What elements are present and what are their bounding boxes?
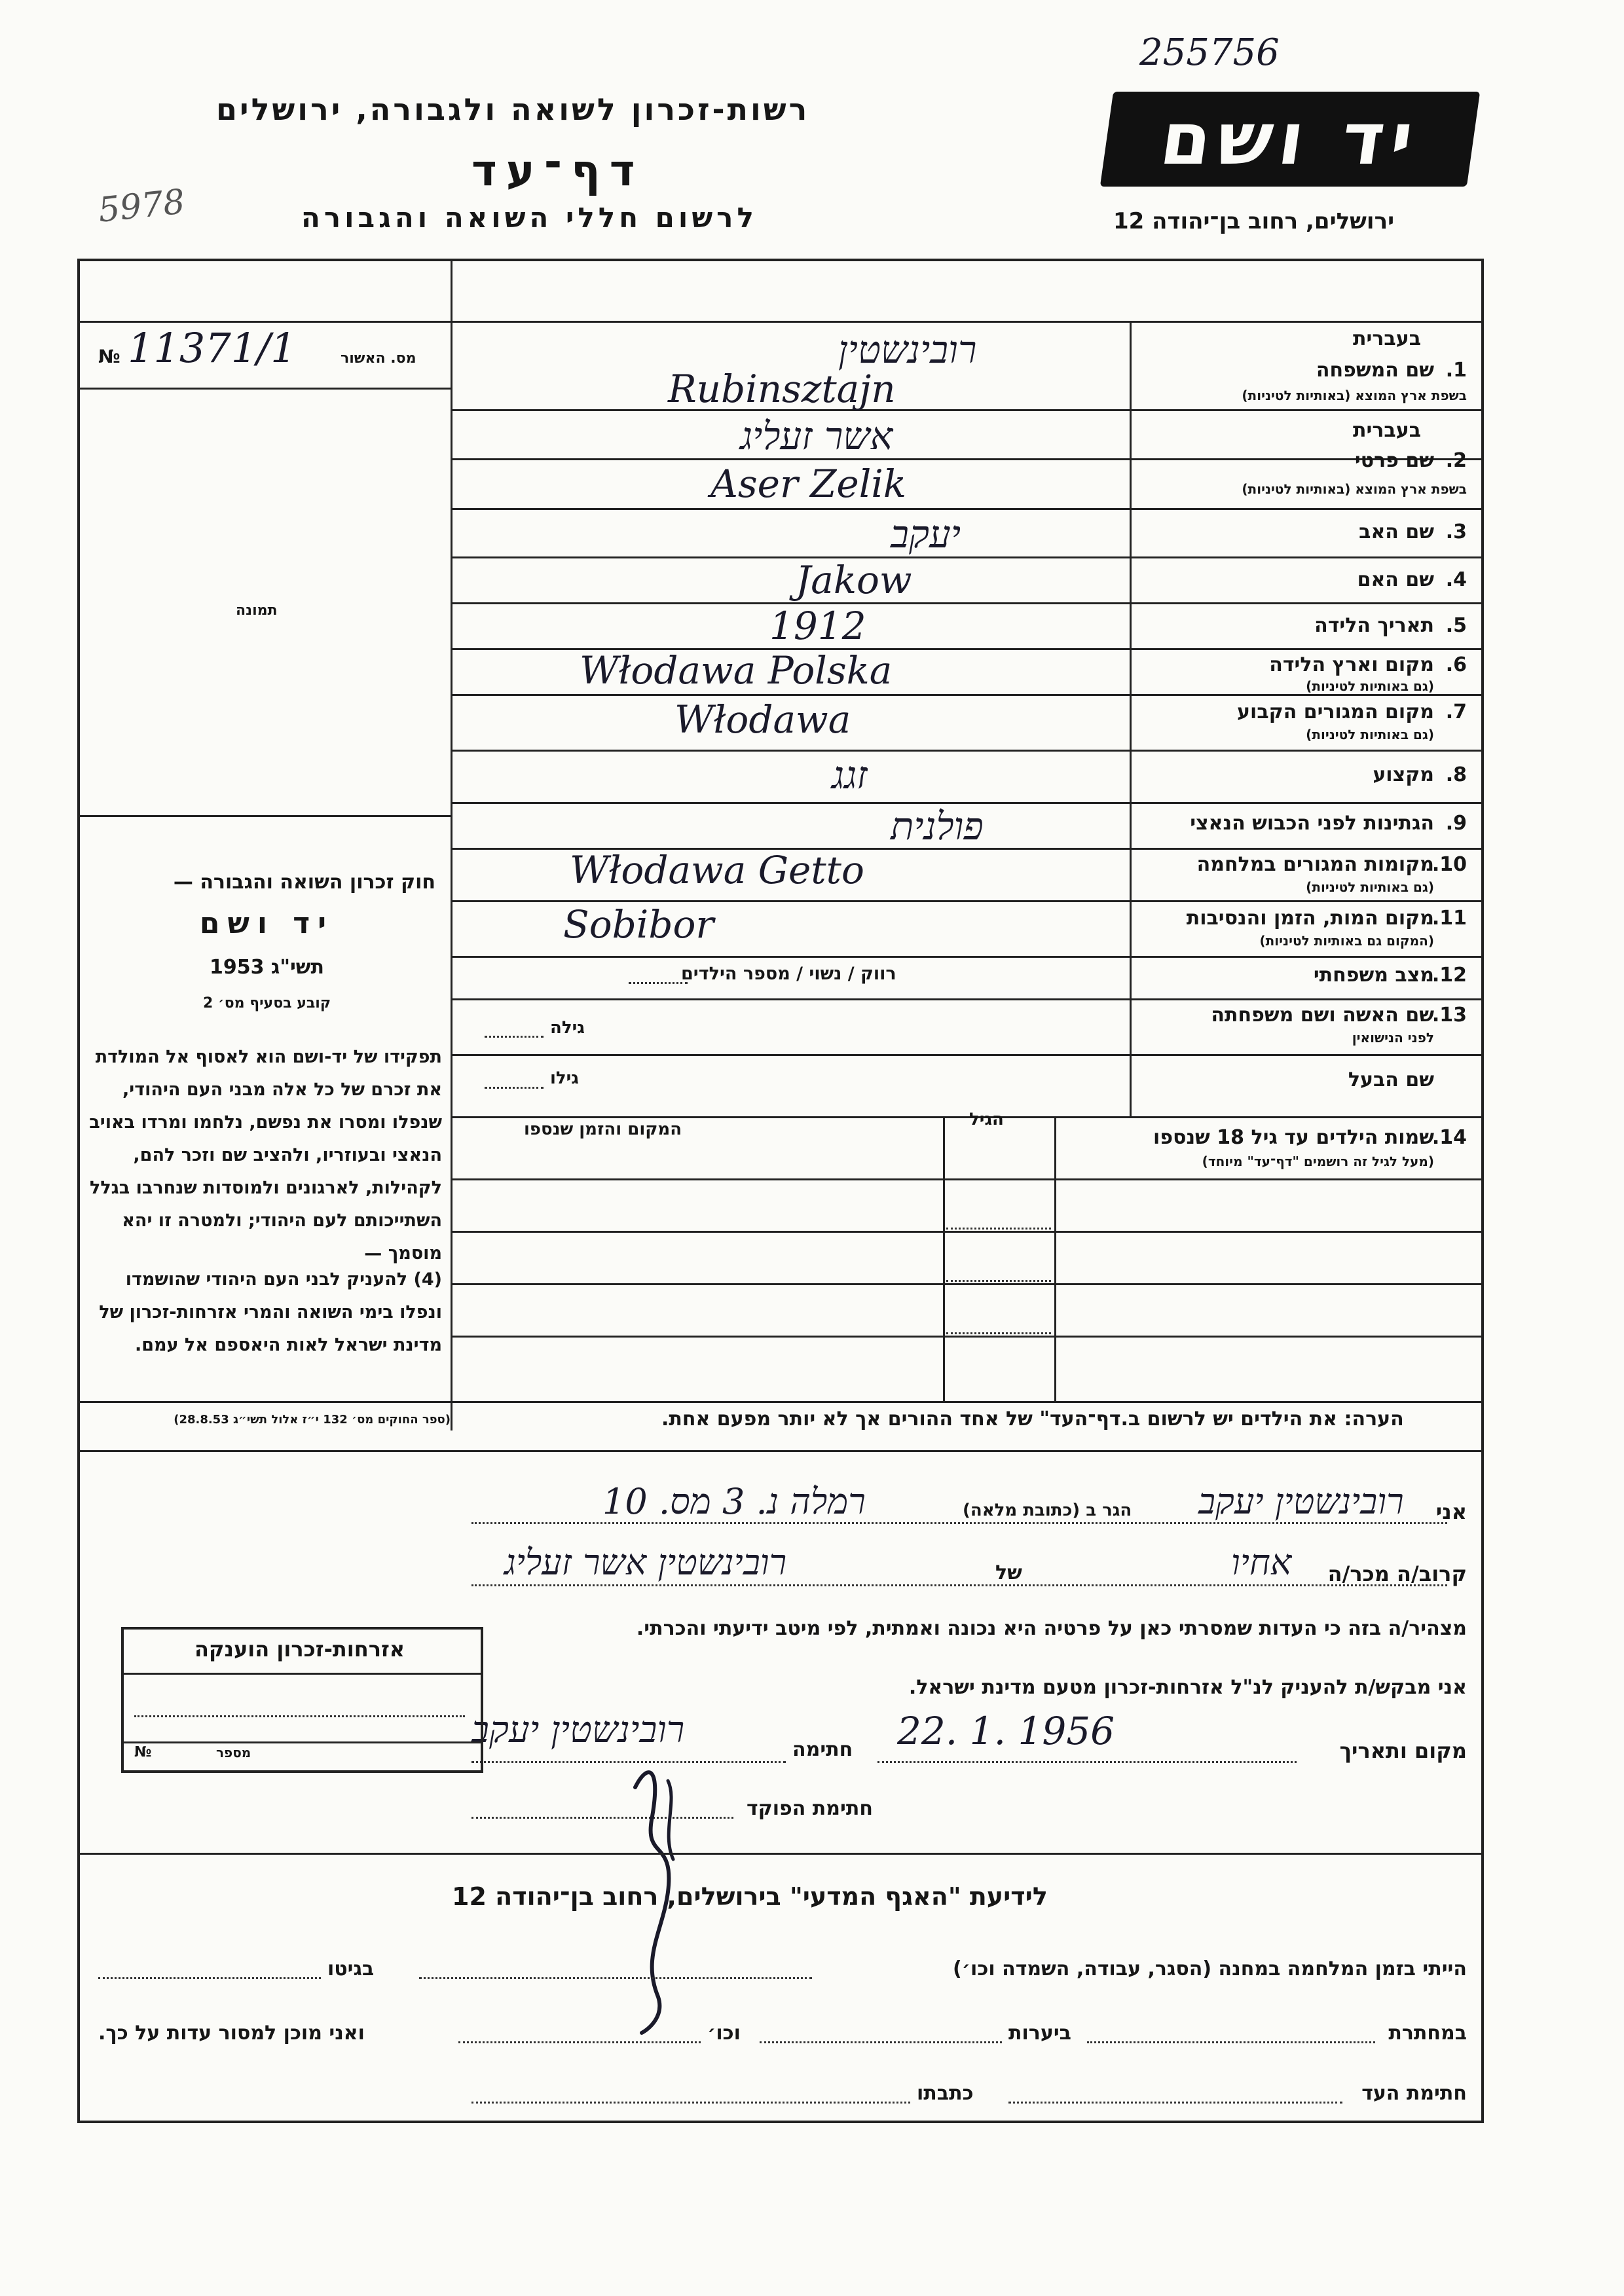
decl-line-1: מצהיר/ה בזה כי העדות שמסרתי כאן על פרטיה היא נכונה ואמתית, לפי מיטב ידיעתי והכרתי.	[636, 1617, 1467, 1640]
decl-resident-label: הגר ב (כתובת מלאה)	[963, 1501, 1132, 1520]
field-3-label: שם האב	[1359, 520, 1434, 543]
bottom-line-2-etc: וכו׳	[707, 2022, 741, 2045]
law-citation: (ספר החוקים מס׳ 132 י״ז אלול תשי״ג 28.8.53)	[174, 1413, 451, 1427]
field-10-value: Włodawa Getto	[570, 848, 864, 892]
memorial-box-no-prefix: №	[134, 1744, 152, 1760]
field-2-number: 2.	[1445, 449, 1467, 472]
top-strip-divider	[77, 321, 1481, 323]
form-title: דף־עד	[471, 145, 644, 196]
certificate-number: 11371/1	[128, 324, 297, 372]
photo-label: תמונה	[236, 602, 278, 619]
certificate-no-prefix: №	[98, 346, 120, 367]
law-name: יד ושם	[199, 907, 335, 940]
bottom-line-2-end: ואני מוכן למסור עדות על כך.	[98, 2022, 365, 2045]
memorial-box-number-label: מספר	[216, 1745, 251, 1760]
photo-divider	[77, 815, 451, 817]
field-10-label: מקומות המגורים במלחמה	[1196, 853, 1434, 876]
field-5-label: תאריך הלידה	[1314, 614, 1434, 637]
field-13-label: שם האשה ושם משפחתה	[1211, 1004, 1434, 1027]
field-4-number: 4.	[1445, 568, 1467, 591]
field-2-value-latin: Aser Zelik	[710, 462, 907, 506]
bottom-section-divider	[77, 1853, 1481, 1855]
decl-relation-label: קרוב/ה מכר/ה	[1327, 1561, 1467, 1586]
field-12-label: מצב משפחתי	[1313, 964, 1434, 987]
field-4-label: שם האם	[1357, 568, 1434, 591]
file-number: 255756	[1139, 31, 1280, 74]
children-age-col-divider	[943, 1116, 945, 1401]
field-9-label: הגתינות לפני הכבוש הנאצי	[1190, 812, 1434, 835]
children-col-place: המקום והזמן שנספו	[524, 1120, 682, 1139]
memorial-box-title: אזרחות-זכרון הוענקה	[194, 1637, 405, 1662]
field-2-value-hebrew: אשר זעליג	[740, 414, 893, 458]
children-name-col-divider	[1054, 1116, 1056, 1401]
law-item-4: (4) להעניק לבני העם היהודי שהושמדו ונפלו בימי השואה והמרי אזרחות-זכרון של מדינת ישראל לאות היאספם אל עמם.	[99, 1269, 442, 1355]
husband-label: שם הבעל	[1348, 1068, 1434, 1091]
field-8-value: זגג	[832, 753, 868, 797]
field-7-label: מקום המגורים הקבוע	[1237, 701, 1434, 723]
left-column-divider	[451, 259, 452, 1116]
field-1-hebrew-tag: בעברית	[1353, 327, 1421, 350]
certificate-divider	[77, 388, 451, 390]
decl-ani-value: רובינשטין יעקב	[1198, 1481, 1404, 1522]
children-left-border	[451, 1116, 452, 1430]
note-divider	[77, 1450, 1481, 1452]
org-name: רשות-זכרון לשואה ולגבורה, ירושלים	[216, 92, 810, 127]
field-13-age-label: גילה	[550, 1018, 585, 1038]
field-11-sub: (המקום גם באותיות לטיניות)	[1259, 933, 1434, 949]
note: הערה: את הילדים יש לרשום ב.דף־העד" של אחד ההורים אך לא יותר מפעם אחת.	[661, 1408, 1404, 1430]
field-5-value: 1912	[769, 604, 866, 648]
bottom-line-3-signature: חתימת העד	[1361, 2082, 1467, 2105]
field-10-sub: (גם באותיות לטיניות)	[1306, 879, 1434, 895]
decl-relation-value: אחיו	[1231, 1542, 1292, 1583]
field-6-sub: (גם באותיות לטיניות)	[1306, 678, 1434, 694]
label-column-divider	[1130, 321, 1132, 1116]
decl-place-date-label: מקום ותאריך	[1339, 1738, 1467, 1763]
field-3-value: יעקב	[891, 512, 961, 556]
decl-signature-value: רובינשטין יעקב	[471, 1709, 685, 1751]
law-year: תשי"ג 1953	[209, 956, 325, 979]
bottom-line-1: הייתי בזמן המלחמה במחנה (הסגר, עבודה, השמדה וכו׳)	[953, 1958, 1467, 1980]
decl-resident-value: רמלה נ. 3 מס. 10	[602, 1481, 866, 1522]
children-number: 14.	[1431, 1126, 1467, 1149]
certificate-label: מס. האשור	[341, 350, 416, 367]
field-13-sub: לפני הנישואין	[1352, 1030, 1434, 1046]
field-11-value: Sobibor	[563, 902, 714, 947]
bottom-line-2-forests: ביערות	[1008, 2022, 1071, 2045]
children-col-age: הגיל	[969, 1110, 1004, 1129]
decl-place-date-value: 22. 1. 1956	[897, 1709, 1115, 1753]
law-title: חוק זכרון השואה והגבורה —	[173, 871, 435, 894]
field-1-number: 1.	[1445, 359, 1467, 382]
field-1-label: שם המשפחה	[1316, 359, 1434, 382]
field-1-value-latin: Rubinsztajn	[668, 367, 896, 411]
field-10-number: 10.	[1431, 853, 1467, 876]
bottom-line-1-end: בגיטו	[327, 1958, 375, 1980]
field-1-sub: בשפת ארץ המוצא (באותיות לטיניות)	[1242, 388, 1467, 403]
children-bottom-divider	[77, 1401, 1481, 1403]
bottom-title: לידיעת "האגף המדעי" בירושלים, רחוב בן־יהודה 12	[452, 1882, 1048, 1911]
law-text: תפקידו של יד-ושם הוא לאסוף אל המולדת את זכרם של כל אלה מבני העם היהודי, שנפלו ומסרו את נפשם, נלחמו ומרדו באויב הנאצי ובעוזריו, ולהציב שם וזכר להם, לקהילות, לארגונים ולמוסדות שנחרבו בגלל השתייכותם לעם היהודי; ולמטרה זו יהא מוסמך —	[89, 1047, 442, 1264]
bottom-line-2-underground: במחתרת	[1388, 2022, 1467, 2045]
decl-of-label: של	[995, 1561, 1022, 1584]
field-6-label: מקום וארץ הלידה	[1269, 653, 1434, 676]
field-2-sub: בשפת ארץ המוצא (באותיות לטיניות)	[1242, 481, 1467, 497]
field-3-number: 3.	[1445, 520, 1467, 543]
field-1-value-hebrew: רובינשטין	[838, 327, 977, 372]
decl-signature-label: חתימה	[792, 1738, 853, 1761]
field-5-number: 5.	[1445, 614, 1467, 637]
margin-handwritten-number: 5978	[96, 182, 187, 230]
field-13-number: 13.	[1431, 1004, 1467, 1027]
children-label: שמות הילדים עד גיל 18 שנספו	[1153, 1126, 1434, 1149]
field-8-label: מקצוע	[1373, 763, 1434, 786]
field-11-number: 11.	[1431, 907, 1467, 930]
children-sub: (מעל לגיל זה רושמים "דף־עד" מיוחד)	[1202, 1154, 1434, 1169]
form-subtitle: לרשום חללי השואה והגבורה	[301, 202, 758, 234]
bottom-line-3-address: כתבתו	[917, 2082, 974, 2105]
logo-text: יד ושם	[1155, 97, 1425, 181]
decl-clerk-label: חתימת הפוקד	[747, 1797, 873, 1820]
field-9-value: פולנית	[891, 804, 984, 848]
field-6-value: Włodawa Polska	[580, 648, 893, 693]
field-12-detail: רווק / נשוי / מספר הילדים	[681, 964, 896, 984]
field-7-sub: (גם באותיות לטיניות)	[1306, 727, 1434, 742]
field-2-label: שם פרטי	[1354, 449, 1434, 472]
yad-vashem-logo	[1100, 92, 1480, 187]
field-12-number: 12.	[1431, 964, 1467, 987]
decl-ani-label: אני	[1435, 1499, 1467, 1524]
field-11-label: מקום המות, הזמן והנסיבות	[1186, 907, 1434, 930]
field-7-number: 7.	[1445, 701, 1467, 723]
field-7-value: Włodawa	[674, 697, 851, 742]
law-clause: קובע בסעיף מס׳ 2	[202, 995, 331, 1011]
decl-line-2: אני מבקש/ת להעניק לנ"ל אזרחות-זכרון מטעם מדינת ישראל.	[908, 1676, 1467, 1699]
field-8-number: 8.	[1445, 763, 1467, 786]
field-4-value: Jakow	[796, 558, 912, 602]
field-2-hebrew-tag: בעברית	[1353, 419, 1421, 442]
decl-of-value: רובינשטין אשר זעליג	[504, 1542, 787, 1583]
field-6-number: 6.	[1445, 653, 1467, 676]
field-9-number: 9.	[1445, 812, 1467, 835]
address: ירושלים, רחוב בן־יהודה 12	[1113, 208, 1395, 234]
husband-age-label: גילו	[550, 1068, 579, 1088]
